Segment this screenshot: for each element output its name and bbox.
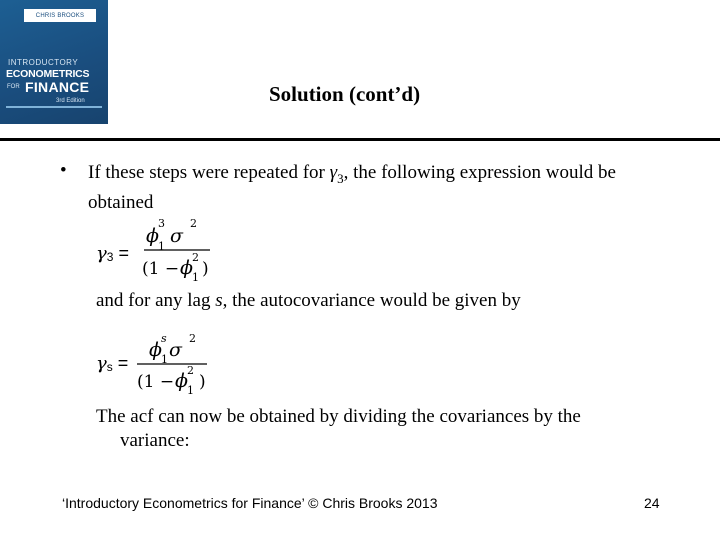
eq2-equals: = bbox=[117, 353, 129, 373]
eq1-gamma: γ bbox=[96, 243, 107, 264]
para1-text-end: , the following expression would be obtained bbox=[88, 162, 616, 213]
eq2-denom-close: ) bbox=[199, 372, 206, 392]
eq2-phi-sub: 1 bbox=[161, 353, 168, 366]
para2-text-start: and for any lag bbox=[96, 290, 216, 311]
eq2-sigma: σ bbox=[169, 339, 182, 361]
page-number: 24 bbox=[644, 495, 660, 511]
eq2-denom-open: (1 − bbox=[137, 372, 175, 392]
eq1-equals: = bbox=[118, 243, 129, 263]
cover-title-for: FOR bbox=[7, 84, 20, 90]
eq2-denom-phi-sub: 1 bbox=[187, 384, 194, 397]
para1-text-start: If these steps were repeated for bbox=[88, 162, 330, 183]
eq1-fraction bbox=[140, 210, 220, 284]
lag-paragraph bbox=[96, 290, 521, 312]
eq1-phi-sup: 3 bbox=[158, 217, 165, 230]
book-cover-image bbox=[0, 0, 108, 124]
eq1-denom-open: (1 − bbox=[142, 259, 180, 279]
eq1-phi-sub: 1 bbox=[158, 240, 165, 253]
para3-line1: The acf can now be obtained by dividing the covariances by the bbox=[96, 406, 581, 427]
eq2-fraction-svg bbox=[135, 330, 215, 400]
cover-author: CHRIS BROOKS bbox=[24, 9, 96, 22]
eq1-label bbox=[96, 243, 129, 264]
eq2-denom-phi: ϕ bbox=[175, 370, 188, 392]
cover-title-line2: ECONOMETRICS bbox=[6, 68, 90, 80]
bullet-marker: • bbox=[60, 160, 67, 181]
cover-title-line1: INTRODUCTORY bbox=[8, 58, 79, 67]
eq1-fraction-svg bbox=[140, 210, 220, 284]
title-divider bbox=[0, 138, 720, 141]
eq1-sigma-sup: 2 bbox=[190, 217, 197, 230]
bullet-paragraph bbox=[88, 161, 663, 215]
eq2-gamma: γ bbox=[96, 353, 107, 374]
slide-title: Solution (cont’d) bbox=[269, 82, 421, 106]
eq2-fraction bbox=[135, 330, 215, 400]
eq1-phi: ϕ bbox=[146, 225, 159, 247]
eq2-label bbox=[96, 353, 128, 374]
gamma-subscript: 3 bbox=[337, 170, 344, 186]
para3-line2: variance: bbox=[120, 430, 190, 451]
cover-divider bbox=[6, 106, 102, 108]
eq1-denom-phi-sup: 2 bbox=[192, 251, 199, 264]
footer-citation: ‘Introductory Econometrics for Finance’ © Chris Brooks 2013 bbox=[62, 495, 438, 511]
para2-lag-s: s bbox=[215, 290, 223, 311]
para2-text-end: , the autocovariance would be given by bbox=[222, 290, 521, 311]
eq1-subscript: 3 bbox=[106, 250, 114, 264]
eq2-subscript: s bbox=[106, 360, 113, 374]
gamma-symbol: γ bbox=[329, 162, 338, 183]
eq1-denom-phi-sub: 1 bbox=[192, 271, 199, 284]
cover-edition: 3rd Edition bbox=[56, 98, 85, 104]
eq1-denom-close: ) bbox=[202, 259, 209, 279]
eq1-sigma: σ bbox=[170, 225, 183, 247]
cover-title-line3: FINANCE bbox=[25, 79, 90, 95]
acf-paragraph bbox=[96, 405, 656, 453]
eq2-phi: ϕ bbox=[149, 339, 162, 361]
eq2-denom-phi-sup: 2 bbox=[187, 364, 194, 377]
eq2-phi-sup: s bbox=[161, 332, 167, 345]
eq1-denom-phi: ϕ bbox=[180, 257, 193, 279]
eq2-sigma-sup: 2 bbox=[189, 332, 196, 345]
